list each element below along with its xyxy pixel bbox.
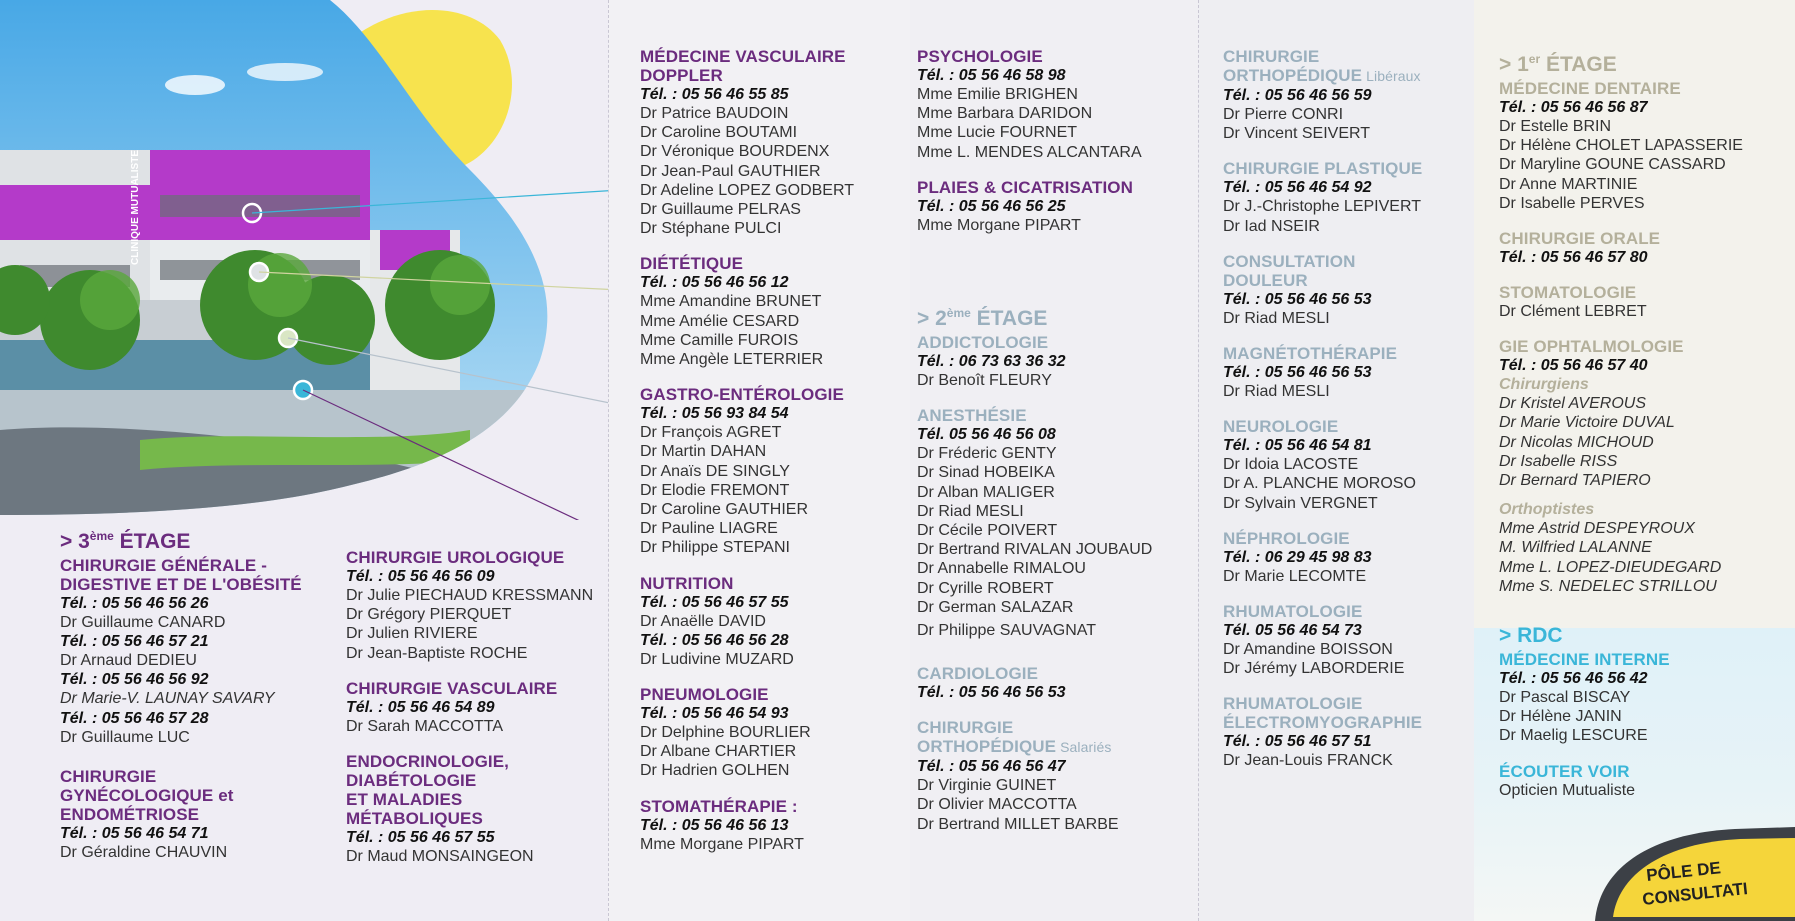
name-list [1499, 117, 1795, 213]
phone-number: Tél. : 05 56 46 57 28 [60, 709, 209, 727]
doctor-name: Dr Grégory PIERQUET [346, 606, 512, 624]
chir-ortho-sal-section [917, 718, 1197, 834]
doctor-name: Dr Isabelle RISS [1499, 452, 1618, 470]
chir-plast-section [1223, 159, 1473, 235]
doctor-name: Dr Martin DAHAN [640, 443, 767, 461]
doctor-name: Dr Caroline GAUTHIER [640, 501, 809, 519]
phone-number: Tél. : 05 56 46 56 87 [1499, 99, 1648, 116]
section-heading: MÉDECINE VASCULAIRE [640, 47, 846, 66]
section-heading: CHIRURGIE ORALE [1499, 229, 1661, 249]
doctor-name: Dr Benoît FLEURY [917, 372, 1052, 390]
doctor-name: Dr A. PLANCHE MOROSO [1223, 475, 1416, 493]
phone-number: Tél. : 05 56 46 54 93 [640, 705, 789, 723]
chir-gen-lines [60, 594, 340, 747]
section-heading: ET MALADIES [346, 790, 463, 810]
doctor-name: Dr Albane CHARTIER [640, 743, 797, 761]
section-heading: ORTHOPÉDIQUE Salariés [917, 737, 1112, 757]
section-heading: CHIRURGIE GÉNÉRALE - [60, 556, 267, 575]
doctor-name: Dr Hélène CHOLET LAPASSERIE [1499, 137, 1743, 155]
doctor-name: Mme Camille FUROIS [640, 331, 799, 349]
doctor-name: Dr Nicolas MICHOUD [1499, 433, 1654, 451]
doctor-name: Dr Sylvain VERGNET [1223, 494, 1378, 512]
phone-number: Tél. : 05 56 46 57 55 [346, 829, 495, 847]
name-list [346, 586, 608, 663]
doctor-name: Mme S. NEDELEC STRILLOU [1499, 577, 1717, 595]
section-heading: CHIRURGIE [60, 766, 157, 786]
chir-orale-section [1499, 229, 1795, 267]
doctor-name: Mme Amandine BRUNET [640, 293, 822, 311]
doctor-name: Dr Caroline BOUTAMI [640, 124, 798, 142]
phone-number: Tél. : 05 56 93 84 54 [640, 405, 789, 423]
name-list [1499, 688, 1795, 746]
doctor-name: Dr Vincent SEIVERT [1223, 125, 1371, 143]
chir-ortho-lib-section [1223, 47, 1473, 143]
doctor-name: Dr Jean-Paul GAUTHIER [640, 162, 821, 180]
doctor-name: Dr Jérémy LABORDERIE [1223, 660, 1405, 678]
doctor-name: Dr Riad MESLI [917, 502, 1024, 520]
doctor-name: Mme Emilie BRIGHEN [917, 86, 1078, 103]
doctor-name: Dr Isabelle PERVES [1499, 194, 1645, 212]
doctor-name: Dr Pascal BISCAY [1499, 689, 1631, 707]
phone-number: Tél. : 05 56 46 56 42 [1499, 670, 1648, 688]
clinic-illustration [0, 0, 608, 520]
rdc-title: > RDC [1499, 624, 1563, 648]
section-heading: ORTHOPÉDIQUE Libéraux [1223, 66, 1421, 85]
section-heading: ÉLECTROMYOGRAPHIE [1223, 713, 1423, 733]
phone-number: Tél. : 05 56 46 57 40 [1499, 357, 1648, 375]
doctor-name: Dr J.-Christophe LEPIVERT [1223, 198, 1421, 216]
section-heading: DOULEUR [1223, 270, 1308, 290]
section-heading: MAGNÉTOTHÉRAPIE [1223, 344, 1398, 364]
doctor-name: Dr Annabelle RIMALOU [917, 560, 1086, 578]
name-list [1223, 197, 1473, 235]
med-vasc-section [640, 47, 910, 238]
doctor-name: Dr Delphine BOURLIER [640, 724, 811, 742]
doctor-name: Dr Bertrand MILLET BARBE [917, 815, 1119, 833]
phone-number: Tél. : 05 56 46 56 92 [60, 671, 209, 689]
doctor-name: Dr German SALAZAR [917, 598, 1074, 616]
pneumo-section [640, 685, 910, 781]
third-floor-column-b [346, 548, 608, 882]
doctor-name: Dr Géraldine CHAUVIN [60, 843, 228, 861]
section-heading: CHIRURGIE [1223, 47, 1320, 66]
doctor-name: Dr Marie-V. LAUNAY SAVARY [60, 690, 275, 708]
name-list [917, 444, 1197, 617]
optician-name: Opticien Mutualiste [1499, 781, 1636, 799]
nephro-section [1223, 529, 1473, 586]
doctor-name: Dr Anaëlle DAVID [640, 612, 766, 630]
endo-section [346, 752, 608, 866]
doctor-name: Dr Clément LEBRET [1499, 303, 1647, 321]
doctor-name: Dr Guillaume LUC [60, 728, 190, 746]
name-list [917, 85, 1197, 162]
doctor-name: Mme Amélie CESARD [640, 312, 800, 330]
doctor-name: Dr Estelle BRIN [1499, 118, 1612, 135]
cardio-section [917, 664, 1197, 702]
nutrition-section [640, 574, 910, 669]
phone-number: Tél. : 05 56 46 56 53 [917, 684, 1066, 702]
phone-number: Tél. : 05 56 46 56 47 [917, 758, 1066, 776]
doctor-name: Mme Astrid DESPEYROUX [1499, 520, 1695, 538]
second-floor-title: > 2ème ÉTAGE [917, 306, 1048, 331]
doctor-name: Mme Barbara DARIDON [917, 105, 1093, 123]
phone-number: Tél. : 05 56 46 57 55 [640, 593, 789, 611]
sign-line-1: PÔLE DE [1645, 858, 1722, 885]
section-heading: RHUMATOLOGIE [1223, 694, 1363, 714]
section-heading: DIABÉTOLOGIE [346, 771, 477, 791]
doctor-name: Dr Philippe SAUVAGNAT [917, 622, 1097, 640]
phone-number: Tél. : 05 56 46 57 21 [60, 633, 209, 651]
stomatherapie-section [640, 797, 910, 854]
doctor-name: Dr Jean-Baptiste ROCHE [346, 644, 528, 662]
interne-section [1499, 650, 1795, 746]
phone-number: Tél. : 05 56 46 54 92 [1223, 179, 1372, 197]
phone-number: Tél. : 05 56 46 54 71 [60, 824, 209, 842]
doctor-name: Dr Elodie FREMONT [640, 481, 790, 499]
section-heading: CARDIOLOGIE [917, 664, 1039, 684]
phone-number: Tél. : 05 56 46 56 12 [640, 274, 789, 292]
section-heading: PNEUMOLOGIE [640, 685, 769, 705]
phone-number: Tél. : 05 56 46 58 98 [917, 67, 1066, 84]
phone-number: Tél. : 06 29 45 98 83 [1223, 548, 1372, 566]
pole-sign-illustration [1595, 825, 1795, 921]
phone-number: Tél. : 05 56 46 54 81 [1223, 437, 1372, 455]
section-heading: ÉCOUTER VOIR [1499, 761, 1630, 781]
doctor-name: Dr Marie Victoire DUVAL [1499, 414, 1675, 432]
subheading: Orthoptistes [1499, 501, 1595, 519]
third-floor-title: > 3ème ÉTAGE [60, 529, 191, 553]
doctor-name: Dr Bertrand RIVALAN JOUBAUD [917, 541, 1153, 559]
sign-line-2: CONSULTATI [1641, 879, 1749, 909]
name-list [917, 776, 1197, 834]
section-heading: PSYCHOLOGIE [917, 47, 1043, 66]
column-2 [640, 47, 910, 870]
section-heading: DOPPLER [640, 66, 723, 85]
phone-number: Tél. : 05 56 46 56 13 [640, 816, 789, 834]
section-heading: DIGESTIVE ET DE L'OBÉSITÉ [60, 575, 302, 594]
doctor-name: Dr Guillaume PELRAS [640, 201, 801, 219]
name-list [640, 104, 910, 238]
doctor-name: Dr Iad NSEIR [1223, 217, 1320, 235]
phone-number: Tél. : 05 56 46 56 53 [1223, 290, 1372, 308]
doctor-name: Dr Philippe STEPANI [640, 539, 790, 557]
section-heading: CHIRURGIE [917, 718, 1014, 738]
rhumato-section [1223, 602, 1473, 678]
third-floor-column-a [60, 524, 340, 878]
doctor-name: Dr Kristel AVEROUS [1499, 395, 1646, 413]
ophtalmo-section [1499, 337, 1795, 596]
psycho-section [917, 47, 1197, 162]
name-list [1223, 640, 1473, 678]
doctor-name: M. Wilfried LALANNE [1499, 539, 1652, 557]
section-heading: CHIRURGIE PLASTIQUE [1223, 159, 1423, 179]
doctor-name: Dr Riad MESLI [1223, 383, 1330, 401]
phone-number: Tél. : 05 56 46 56 09 [346, 568, 495, 585]
section-heading: CHIRURGIE VASCULAIRE [346, 678, 558, 698]
section-heading: GASTRO-ENTÉROLOGIE [640, 385, 844, 405]
doctor-name: Dr Arnaud DEDIEU [60, 652, 197, 670]
section-heading: CONSULTATION [1223, 251, 1356, 271]
doctor-name: Mme Lucie FOURNET [917, 124, 1078, 142]
doctor-name: Dr Véronique BOURDENX [640, 143, 830, 161]
name-list [1223, 105, 1473, 143]
douleur-section [1223, 252, 1473, 328]
section-heading: GYNÉCOLOGIQUE et [60, 785, 234, 805]
phone-number: Tél. : 06 73 63 36 32 [917, 353, 1066, 371]
section-heading: ANESTHÉSIE [917, 406, 1027, 426]
ecouter-section [1499, 762, 1795, 800]
doctor-name: Dr Hélène JANIN [1499, 708, 1622, 726]
doctor-name: Dr Fréderic GENTY [917, 445, 1057, 463]
phone-number: Tél. : 05 56 46 54 89 [346, 698, 495, 716]
doctor-name: Dr Marie LECOMTE [1223, 567, 1367, 585]
first-floor-title: > 1er ÉTAGE [1499, 52, 1617, 76]
phone-number: Tél. : 05 56 46 56 53 [1223, 364, 1372, 382]
stomato-section [1499, 283, 1795, 321]
column-3 [917, 47, 1197, 850]
section-heading: CHIRURGIE UROLOGIQUE [346, 548, 565, 567]
phone-number: Tél. : 05 56 46 57 80 [1499, 249, 1648, 267]
doctor-name: Dr Olivier MACCOTTA [917, 796, 1077, 814]
doctor-name: Dr Guillaume CANARD [60, 614, 226, 631]
chir-gen-section [60, 556, 340, 747]
section-heading: NÉPHROLOGIE [1223, 528, 1350, 548]
doctor-name: Dr Riad MESLI [1223, 309, 1330, 327]
doctor-name: Mme L. MENDES ALCANTARA [917, 143, 1142, 161]
phone-number: Tél. : 05 56 46 55 85 [640, 86, 789, 103]
doctor-name: Dr Sarah MACCOTTA [346, 717, 504, 735]
doctor-name: Dr Sinad HOBEIKA [917, 464, 1055, 482]
section-heading: MÉTABOLIQUES [346, 809, 483, 829]
phone-number: Tél. 05 56 46 54 73 [1223, 622, 1362, 640]
section-heading: ENDOMÉTRIOSE [60, 804, 200, 824]
section-heading: STOMATHÉRAPIE : [640, 796, 798, 816]
doctor-name: Dr Anaïs DE SINGLY [640, 462, 790, 480]
doctor-name: Dr Ludivine MUZARD [640, 650, 794, 668]
phone-number: Tél. : 05 56 46 56 26 [60, 595, 209, 612]
section-heading: NEUROLOGIE [1223, 417, 1339, 437]
name-list [1499, 519, 1795, 596]
magneto-section [1223, 344, 1473, 401]
doctor-name: Dr Pauline LIAGRE [640, 520, 778, 538]
doctor-name: Dr Idoia LACOSTE [1223, 456, 1359, 474]
doctor-name: Dr François AGRET [640, 424, 782, 442]
subheading: Chirurgiens [1499, 376, 1589, 394]
doctor-name: Dr Maryline GOUNE CASSARD [1499, 156, 1726, 174]
doctor-name: Dr Cyrille ROBERT [917, 579, 1054, 597]
doctor-name: Mme Morgane PIPART [917, 216, 1081, 234]
section-heading: STOMATOLOGIE [1499, 283, 1637, 303]
doctor-name: Dr Stéphane PULCI [640, 220, 782, 238]
name-list [640, 423, 910, 557]
rhumato-emg-section [1223, 694, 1473, 770]
phone-number: Tél. : 05 56 46 56 59 [1223, 87, 1372, 104]
doctor-name: Dr Alban MALIGER [917, 483, 1055, 501]
phone-number: Tél. : 05 56 46 56 28 [640, 631, 789, 649]
section-heading: PLAIES & CICATRISATION [917, 177, 1133, 197]
doctor-name: Mme Angèle LETERRIER [640, 351, 824, 369]
chir-vasc-section [346, 679, 608, 736]
anesth-section [917, 406, 1197, 640]
doctor-name: Dr Hadrien GOLHEN [640, 762, 790, 780]
name-list [1223, 455, 1473, 513]
phone-number: Tél. 05 56 46 56 08 [917, 426, 1056, 444]
section-heading: ENDOCRINOLOGIE, [346, 752, 510, 772]
column-5 [1499, 47, 1795, 816]
name-list [640, 292, 910, 369]
doctor-name: Dr Pierre CONRI [1223, 106, 1344, 123]
section-heading: ADDICTOLOGIE [917, 333, 1049, 353]
name-list [1499, 394, 1795, 490]
section-heading: DIÉTÉTIQUE [640, 254, 744, 274]
name-list [640, 723, 910, 781]
section-heading: RHUMATOLOGIE [1223, 602, 1363, 622]
doctor-name: Dr Maelig LESCURE [1499, 727, 1648, 745]
section-heading: MÉDECINE INTERNE [1499, 650, 1670, 670]
doctor-name: Dr Julie PIECHAUD KRESSMANN [346, 587, 594, 604]
doctor-name: Dr Maud MONSAINGEON [346, 848, 534, 866]
doctor-name: Dr Virginie GUINET [917, 777, 1057, 795]
diet-section [640, 254, 910, 369]
neuro-section [1223, 417, 1473, 513]
addicto-section [917, 333, 1197, 390]
doctor-name: Dr Jean-Louis FRANCK [1223, 752, 1393, 770]
phone-number: Tél. : 05 56 46 56 25 [917, 197, 1066, 215]
column-4 [1223, 47, 1473, 787]
section-heading: MÉDECINE DENTAIRE [1499, 79, 1681, 98]
doctor-name: Dr Amandine BOISSON [1223, 641, 1393, 659]
doctor-name: Dr Cécile POIVERT [917, 522, 1058, 540]
section-heading: NUTRITION [640, 573, 734, 593]
doctor-name: Dr Julien RIVIERE [346, 625, 478, 643]
doctor-name: Dr Bernard TAPIERO [1499, 472, 1651, 490]
doctor-name: Mme Morgane PIPART [640, 835, 804, 853]
phone-number: Tél. : 05 56 46 57 51 [1223, 733, 1372, 751]
chir-gyn-section [60, 767, 340, 862]
doctor-name: Dr Patrice BAUDOIN [640, 105, 789, 122]
doctor-name: Mme L. LOPEZ-DIEUDEGARD [1499, 558, 1722, 576]
dentaire-section [1499, 79, 1795, 213]
building-label: CLINIQUE MUTUALISTE [130, 150, 141, 265]
gastro-section [640, 385, 910, 557]
section-heading: GIE OPHTALMOLOGIE [1499, 337, 1684, 357]
doctor-name: Dr Anne MARTINIE [1499, 175, 1638, 193]
doctor-name: Dr Adeline LOPEZ GODBERT [640, 181, 854, 199]
plaies-section [917, 178, 1197, 235]
chir-uro-section [346, 548, 608, 663]
